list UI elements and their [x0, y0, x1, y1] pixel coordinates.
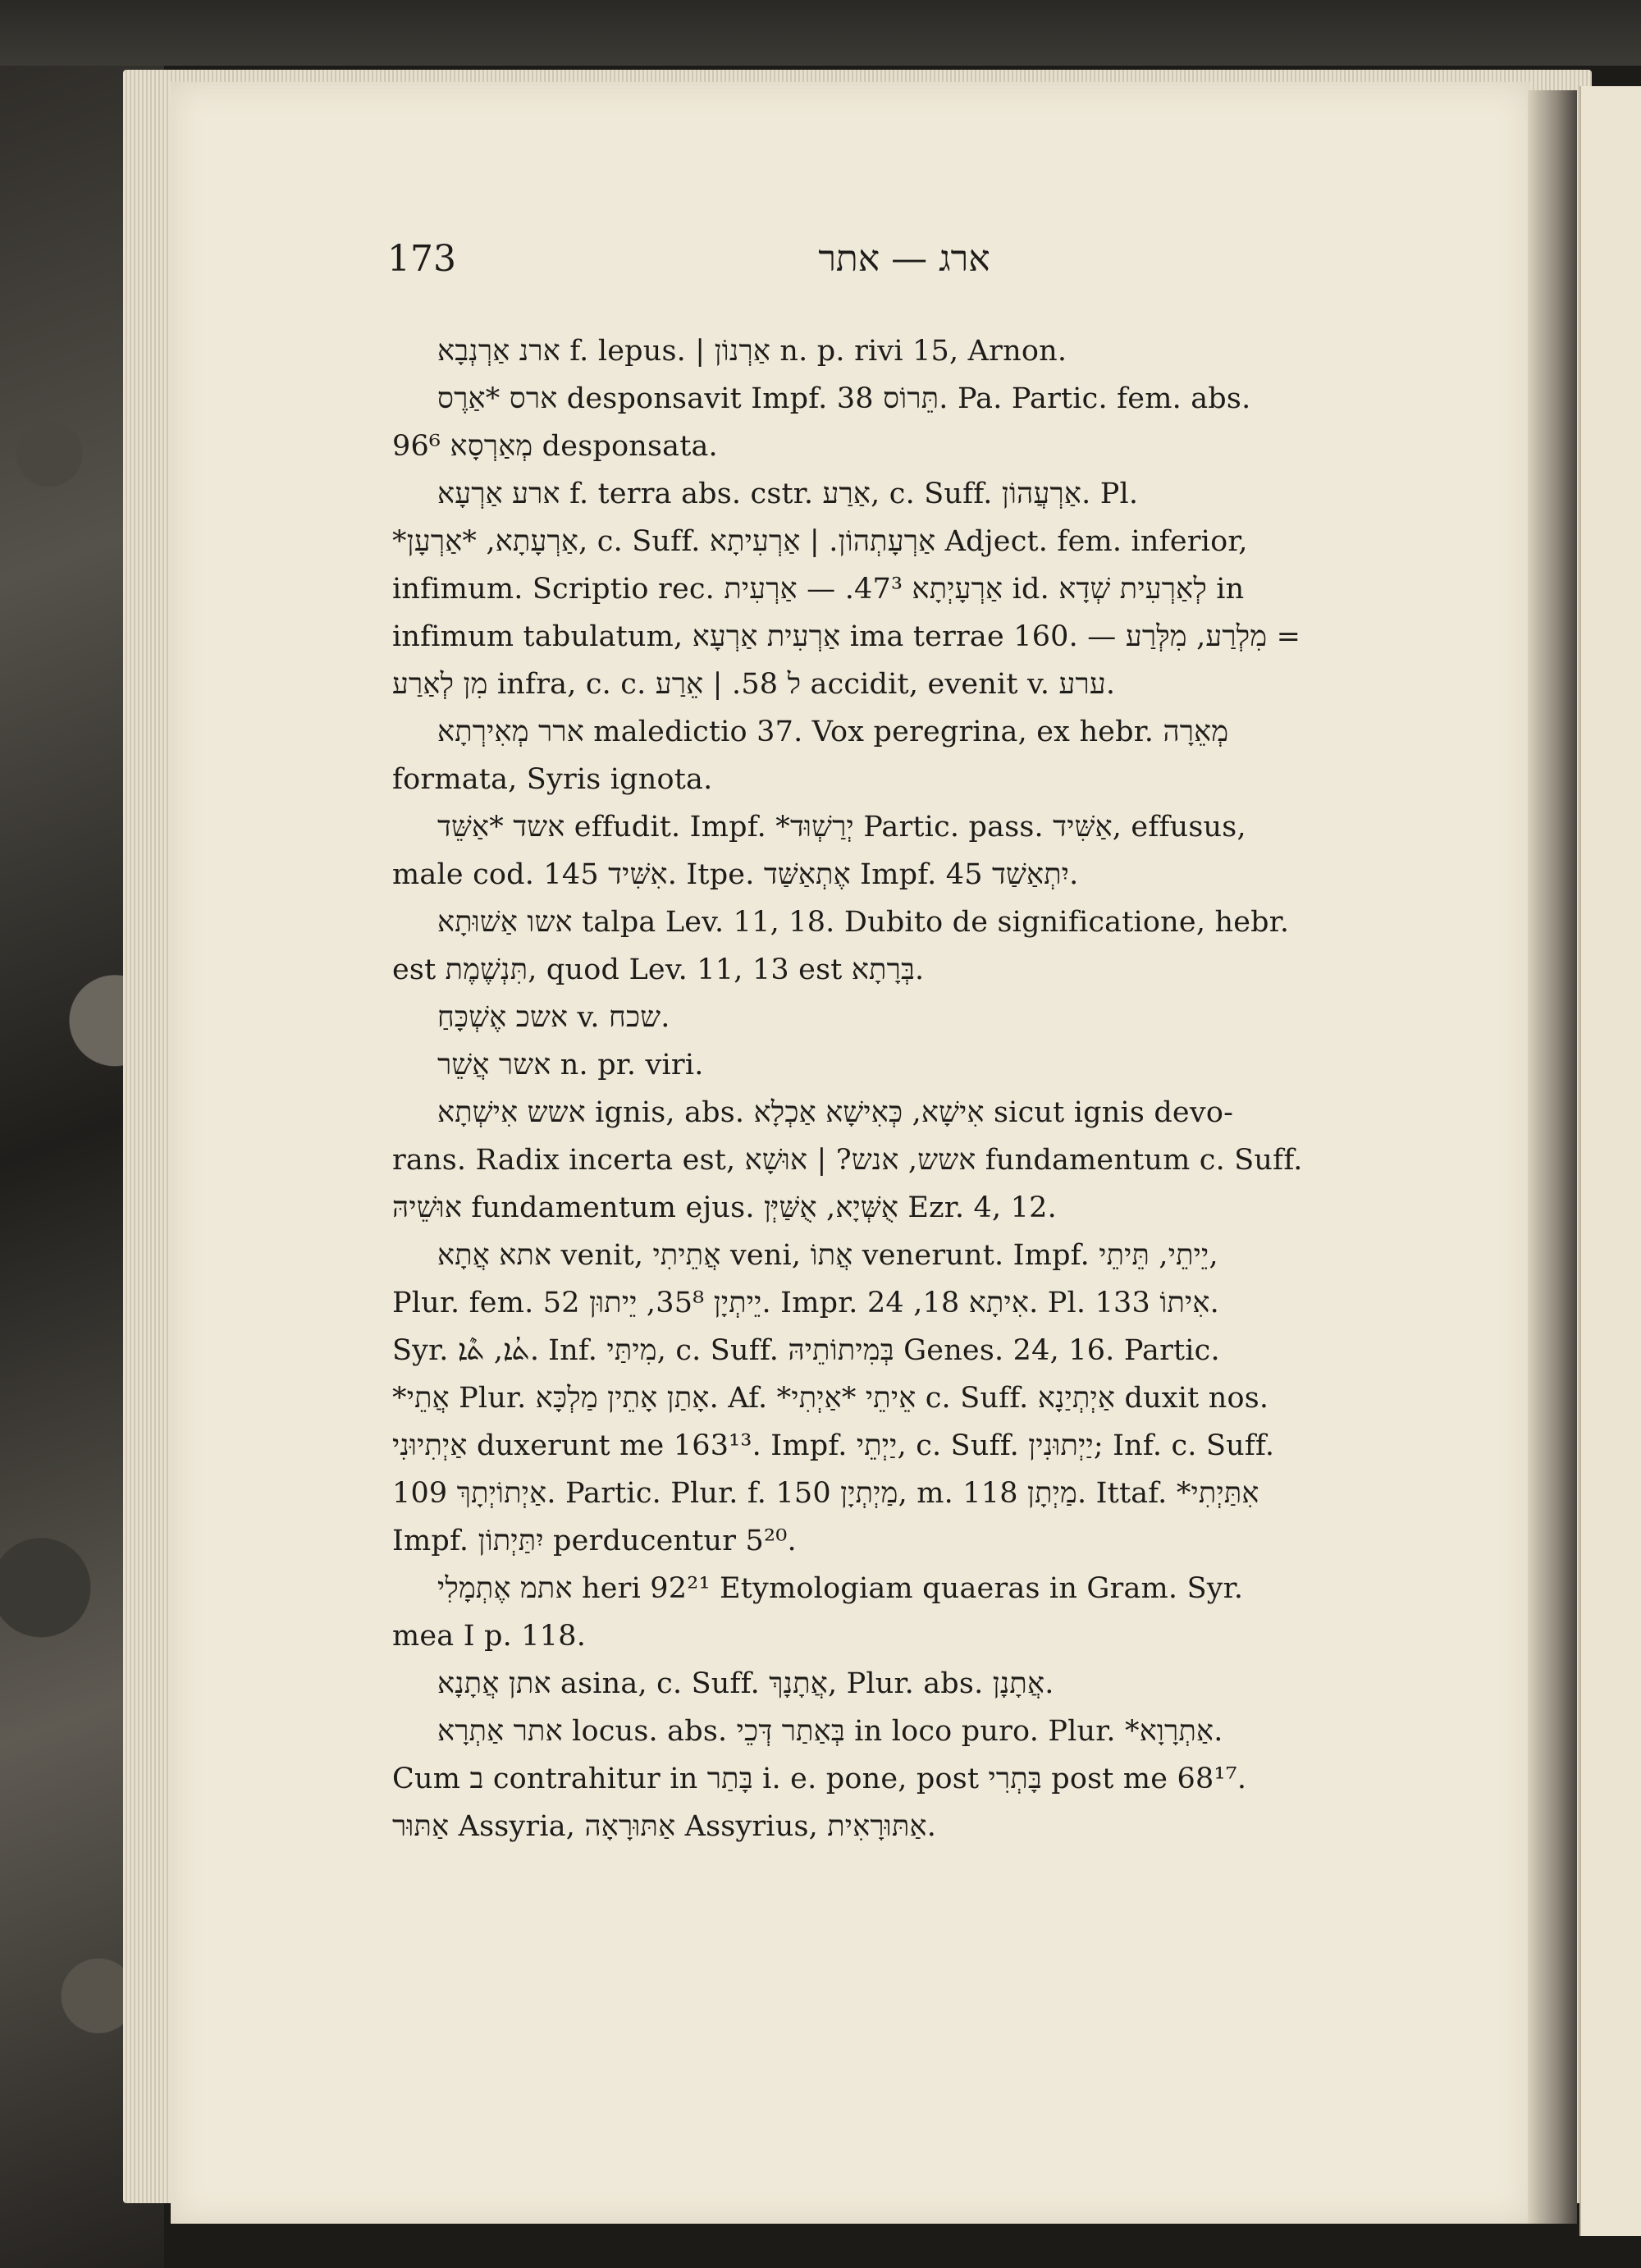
- text-line: אתמ אֶתְמָלִי heri 92²¹ Etymologiam quaeras in Gram. Syr.: [437, 1572, 1244, 1605]
- text-line: אתא אֲתָא venit, אֲתֵיתִי veni, אֲתוֹ venerunt. Impf. יֵיתֵי, תֵּיתֵי,: [437, 1239, 1218, 1272]
- text-line: infimum tabulatum, אַרְעִית אַרְעָא ima terrae 160. — מִלְרַע, מִלְּרַע =: [392, 620, 1301, 653]
- text-line: Plur. fem. יֵיתְיָן 35⁸, יֵיתוּן 52. Impr. אִיתָא 18, 24. Pl. אִיתוֹ 133.: [392, 1287, 1219, 1319]
- text-line: אוּשֵׁיהּ fundamentum ejus. אֻשְּׁיָא, אֻשַּׁיְּן Ezr. 4, 12.: [392, 1191, 1057, 1224]
- page-gutter: [1528, 90, 1577, 2224]
- text-line: אתר אַתְרָא locus. abs. בְּאַתַר דְּכֵי in loco puro. Plur. *אַתְרָוָא.: [437, 1715, 1223, 1748]
- text-line: אשש אִישְׁתָא ignis, abs. אִישָׁא, כְּאִישָׁא אַכְלָא sicut ignis devo-: [437, 1096, 1234, 1129]
- text-line: אַתּוּר Assyria, אַתּוּרָאָה Assyrius, אַתּוּרָאִית.: [392, 1810, 937, 1843]
- text-line: infimum. Scriptio rec. אַרְעָיְתָא 47³. — אַרְעִית id. לְאַרְעִית שְׁדָא in: [392, 573, 1245, 606]
- book-cover-top: [0, 0, 1641, 66]
- text-line: אַיְתִיוּנִי duxerunt me 163¹³. Impf. יַיְתֵי, c. Suff. יַיְתוּנִין; Inf. c. Suff.: [392, 1429, 1275, 1462]
- text-line: rans. Radix incerta est, אשש, אנש? | אוּשָׁא fundamentum c. Suff.: [392, 1144, 1303, 1177]
- text-line: אשד *אַשֵּׁד effudit. Impf. *יְרַשְׁוּד Partic. pass. אַשִּׁיד, effusus,: [437, 811, 1246, 844]
- text-line: אשר אֲשֵׁר n. pr. viri.: [437, 1049, 704, 1081]
- text-line: est תִּנְשֶׁמֶת, quod Lev. 11, 13 est בְּרָתָא.: [392, 953, 925, 986]
- text-line: אשכ אֶשְׁכָּחַ v. שכח.: [437, 1001, 670, 1034]
- text-line: אַיְתוֹיְתָךְ 109. Partic. Plur. f. מַיְתְיָן 150, m. מַיְתָן 118. Ittaf. *אִתַּיְתִי: [392, 1477, 1259, 1510]
- text-line: Impf. יִתַּיְתוֹן perducentur 5²⁰.: [392, 1525, 797, 1557]
- text-line: אשו אַשׁוּתָא talpa Lev. 11, 18. Dubito de significatione, hebr.: [437, 906, 1290, 939]
- text-line: formata, Syris ignota.: [392, 763, 713, 796]
- text-line: mea I p. 118.: [392, 1620, 587, 1653]
- text-line: *אַרְעָתָא, *אַרְעָן, c. Suff. אַרְעָתְהוֹן. | אַרְעִיתָא Adject. fem. inferior,: [392, 525, 1248, 558]
- text-line: male cod. אִשִּׁיד 145. Itpe. אֶתְאַשַּׁד Impf. יִתְאַשַׁד 45.: [392, 858, 1079, 891]
- text-line: Syr. ܬܳܐ, ܬܶܐ. Inf. מִיתַּי, c. Suff. בְּמִיתוֹתֵיהּ Genes. 24, 16. Partic.: [392, 1334, 1220, 1367]
- facing-page-edge: [1579, 86, 1641, 2236]
- running-head: ארג — אתר: [818, 238, 990, 280]
- text-line: Cum ב contrahitur in בָּתַר i. e. pone, post בָּתְרִי post me 68¹⁷.: [392, 1763, 1247, 1795]
- page-header: [387, 238, 1429, 287]
- text-line: ארע אַרְעָא f. terra abs. cstr. אַרַע, c. Suff. אַרְעֲהוֹן. Pl.: [437, 478, 1139, 510]
- text-line: מְאַרְסָא 96⁶ desponsata.: [392, 430, 718, 463]
- text-line: *אֲתֵי Plur. אָתַן אָתֵין מַלְכָּא. Af. *אֵיתֵי *אַיְתִי c. Suff. אַיְתְיַנָא duxit nos.: [392, 1382, 1269, 1415]
- page-number: 173: [387, 238, 456, 280]
- text-line: ארר מְאִירְתָא maledictio 37. Vox peregrina, ex hebr. מְאֵרָה: [437, 716, 1229, 748]
- text-line: אתן אֲתָנָא asina, c. Suff. אֲתָנָךְ, Plur. abs. אֲתָנָן.: [437, 1667, 1054, 1700]
- text-line: ארנ אַרְנְבָא f. lepus. | אַרְנוֹן n. p. rivi 15, Arnon.: [437, 335, 1067, 368]
- text-line: ארס *אַרֶס desponsavit Impf. תֵּרוֹס 38. Pa. Partic. fem. abs.: [437, 382, 1251, 415]
- text-line: מִן לְאַרַע infra, c. c. ל 58. | אֵרַע accidit, evenit v. ערע.: [392, 668, 1116, 701]
